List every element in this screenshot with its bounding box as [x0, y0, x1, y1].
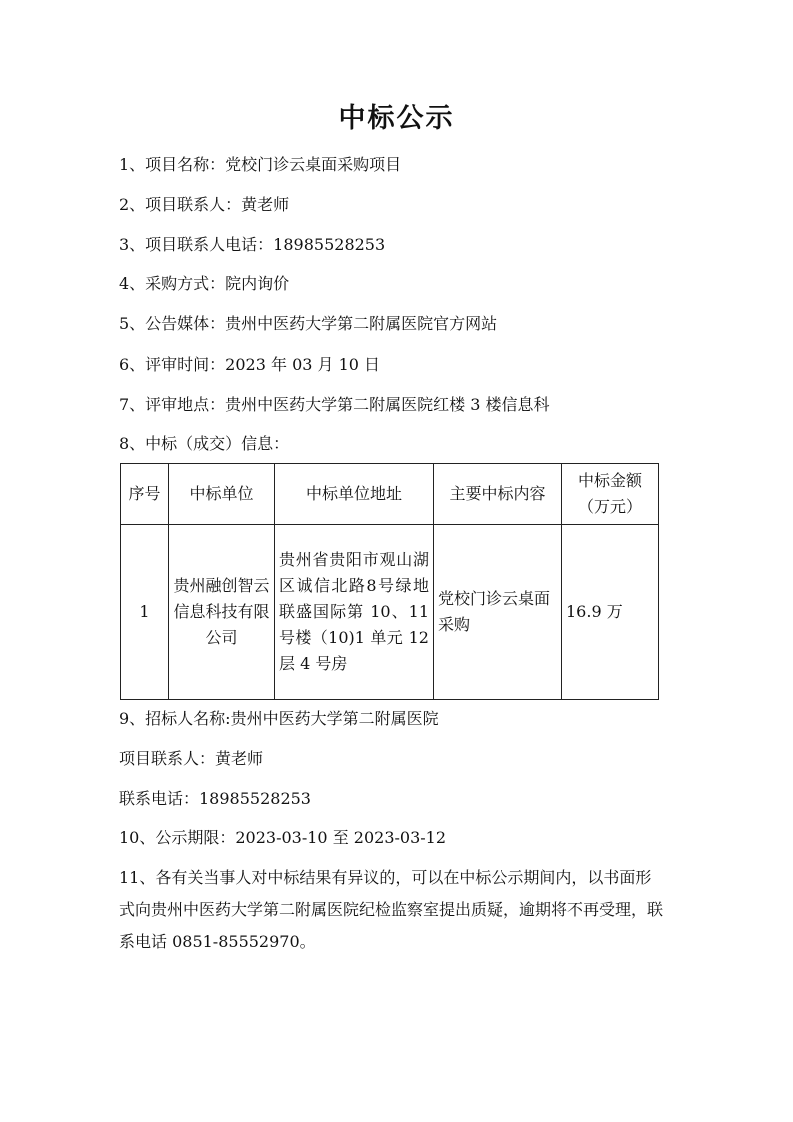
- review-time-line: 6、评审时间：2023 年 03 月 10 日: [119, 355, 381, 374]
- objection-notice: 11、各有关当事人对中标结果有异议的，可以在中标公示期间内，以书面形式向贵州中医药大学第二附属医院纪检监察室提出质疑，逾期将不再受理，联系电话 0851-85552970。: [119, 868, 664, 951]
- header-company: 中标单位: [169, 464, 275, 525]
- review-location-line: 7、评审地点：贵州中医药大学第二附属医院红楼 3 楼信息科: [119, 395, 550, 414]
- cell-company: 贵州融创智云信息科技有限公司: [169, 525, 275, 700]
- contact-person-line: 项目联系人：黄老师: [119, 749, 264, 768]
- cell-address: 贵州省贵阳市观山湖区诚信北路8号绿地联盛国际第 10、11 号楼（10)1 单元 12 层 4 号房: [275, 525, 434, 700]
- project-phone-line: 3、项目联系人电话：18985528253: [119, 235, 386, 254]
- publicity-period-line: 10、公示期限：2023-03-10 至 2023-03-12: [119, 828, 447, 847]
- cell-amount: 16.9 万: [562, 525, 659, 700]
- project-contact-line: 2、项目联系人：黄老师: [119, 195, 290, 214]
- tenderer-name-line: 9、招标人名称:贵州中医药大学第二附属医院: [119, 709, 439, 728]
- cell-content: 党校门诊云桌面采购: [434, 525, 562, 700]
- procurement-method-line: 4、采购方式：院内询价: [119, 274, 290, 293]
- contact-phone-line: 联系电话：18985528253: [119, 789, 311, 808]
- award-table: [120, 463, 659, 700]
- cell-no: 1: [121, 525, 169, 700]
- page-title: 中标公示: [338, 103, 455, 134]
- header-amount: 中标金额（万元）: [562, 464, 659, 525]
- project-name-line: 1、项目名称：党校门诊云桌面采购项目: [119, 155, 402, 174]
- header-no: 序号: [121, 464, 169, 525]
- header-content: 主要中标内容: [434, 464, 562, 525]
- award-info-heading: 8、中标（成交）信息：: [119, 434, 290, 453]
- table-row: [121, 525, 659, 700]
- table-header-row: [121, 464, 659, 525]
- announcement-media-line: 5、公告媒体：贵州中医药大学第二附属医院官方网站: [119, 314, 498, 333]
- header-address: 中标单位地址: [275, 464, 434, 525]
